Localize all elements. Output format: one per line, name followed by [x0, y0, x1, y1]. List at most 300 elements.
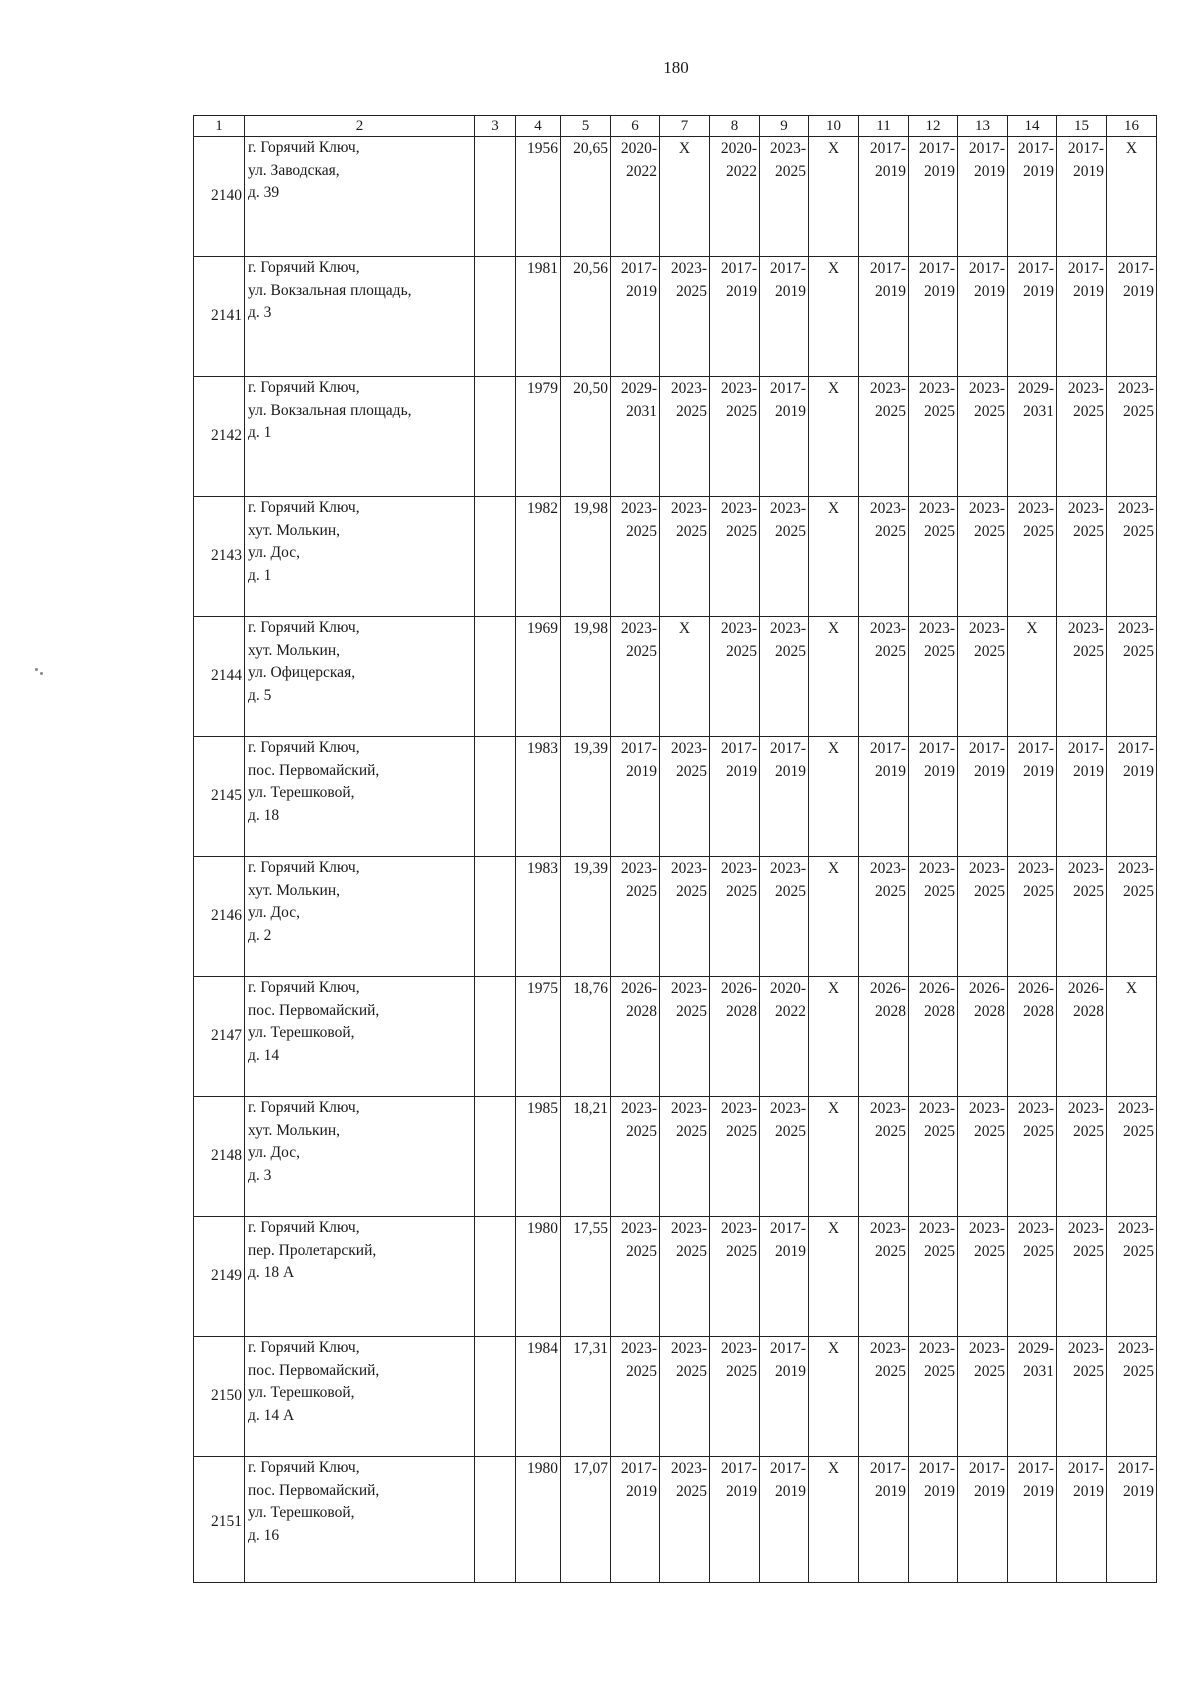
period-line: 2028 — [974, 1003, 1005, 1020]
year-cell: 1981 — [516, 257, 561, 377]
column-header: 16 — [1107, 116, 1157, 137]
address-line: д. 5 — [248, 686, 272, 704]
not-required-cell — [1107, 137, 1157, 257]
not-required-mark: X — [827, 380, 840, 397]
period-cell — [1008, 137, 1057, 257]
column-header: 8 — [710, 116, 760, 137]
period-line: 2025 — [676, 1243, 707, 1260]
address-line: г. Горячий Ключ, — [248, 139, 360, 156]
period-line: 2025 — [1073, 403, 1104, 420]
column-3-cell — [475, 857, 516, 977]
period-line: 2025 — [974, 523, 1005, 540]
column-header: 1 — [194, 116, 245, 137]
row-number: 2149 — [211, 1267, 242, 1284]
period-line: 2023- — [720, 1220, 757, 1237]
period-line: 2023- — [1017, 500, 1054, 517]
period-line: 2023- — [869, 1340, 906, 1357]
period-line: 2019 — [875, 163, 906, 180]
period-line: 2025 — [775, 883, 806, 900]
period-cell — [958, 737, 1008, 857]
period-cell — [1008, 977, 1057, 1097]
period-cell — [859, 497, 909, 617]
period-cell — [611, 857, 660, 977]
row-number: 2144 — [211, 667, 242, 684]
period-line: 2025 — [974, 643, 1005, 660]
period-cell — [660, 1097, 710, 1217]
period-line: 2019 — [1023, 763, 1054, 780]
period-line: 2025 — [626, 1243, 657, 1260]
period-line: 2023- — [670, 740, 707, 757]
period-cell — [760, 257, 809, 377]
not-required-mark: X — [827, 1220, 840, 1237]
period-cell — [1057, 1337, 1107, 1457]
not-required-mark: X — [827, 860, 840, 877]
address-line: г. Горячий Ключ, — [248, 499, 360, 516]
period-line: 2017- — [869, 140, 906, 157]
address-cell — [245, 737, 475, 857]
period-line: 2017- — [720, 740, 757, 757]
address-line: д. 3 — [248, 304, 272, 321]
period-line: 2025 — [626, 883, 657, 900]
row-number: 2142 — [211, 427, 242, 444]
area-cell: 20,50 — [561, 377, 611, 497]
row-number-cell — [194, 977, 245, 1097]
period-line: 2029- — [1017, 1340, 1054, 1357]
address-cell — [245, 977, 475, 1097]
column-header: 6 — [611, 116, 660, 137]
period-line: 2017- — [918, 740, 955, 757]
period-line: 2020- — [620, 140, 657, 157]
period-line: 2023- — [968, 1340, 1005, 1357]
period-line: 2023- — [620, 860, 657, 877]
not-required-cell — [809, 1337, 859, 1457]
period-cell — [1057, 1457, 1107, 1583]
not-required-cell — [1008, 617, 1057, 737]
row-number: 2145 — [211, 787, 242, 804]
period-line: 2023- — [769, 860, 806, 877]
period-line: 2025 — [924, 1363, 955, 1380]
period-line: 2023- — [1067, 1100, 1104, 1117]
period-cell — [1008, 1097, 1057, 1217]
period-line: 2023- — [720, 620, 757, 637]
address-line: д. 3 — [248, 1166, 272, 1184]
not-required-mark: X — [827, 140, 840, 157]
period-cell — [859, 617, 909, 737]
period-cell — [760, 377, 809, 497]
address-line: хут. Молькин, — [248, 641, 341, 659]
table-row — [194, 737, 1157, 857]
period-line: 2023- — [1117, 860, 1154, 877]
address-line: г. Горячий Ключ, — [248, 379, 360, 396]
not-required-mark: X — [827, 620, 840, 637]
period-cell — [909, 977, 958, 1097]
period-line: 2025 — [676, 403, 707, 420]
not-required-cell — [809, 1457, 859, 1583]
period-cell — [859, 1097, 909, 1217]
period-cell — [611, 257, 660, 377]
address-cell — [245, 617, 475, 737]
period-line: 2019 — [1123, 763, 1154, 780]
column-header: 4 — [516, 116, 561, 137]
period-line: 2025 — [974, 403, 1005, 420]
area-cell: 18,76 — [561, 977, 611, 1097]
year-cell: 1980 — [516, 1457, 561, 1583]
address-line: ул. Дос, — [248, 544, 301, 561]
period-line: 2017- — [968, 140, 1005, 157]
period-line: 2017- — [720, 260, 757, 277]
period-line: 2023- — [670, 380, 707, 397]
period-cell — [958, 1217, 1008, 1337]
period-line: 2019 — [626, 1483, 657, 1500]
period-line: 2028 — [924, 1003, 955, 1020]
row-number-cell — [194, 1097, 245, 1217]
address-line: д. 1 — [248, 566, 272, 584]
column-header: 11 — [859, 116, 909, 137]
not-required-cell — [660, 137, 710, 257]
period-cell — [760, 857, 809, 977]
table-row — [194, 617, 1157, 737]
period-line: 2025 — [1123, 1363, 1154, 1380]
period-line: 2028 — [875, 1003, 906, 1020]
not-required-mark: X — [678, 620, 691, 637]
period-cell — [760, 1457, 809, 1583]
period-cell — [1057, 137, 1107, 257]
period-line: 2019 — [775, 283, 806, 300]
row-number: 2140 — [211, 187, 242, 204]
period-line: 2023- — [720, 860, 757, 877]
period-line: 2017- — [620, 260, 657, 277]
period-line: 2025 — [974, 883, 1005, 900]
period-line: 2019 — [1023, 163, 1054, 180]
period-line: 2025 — [726, 523, 757, 540]
period-cell — [660, 857, 710, 977]
column-3-cell — [475, 1337, 516, 1457]
column-3-cell — [475, 977, 516, 1097]
period-line: 2019 — [1073, 1483, 1104, 1500]
address-line: д. 14 А — [248, 1406, 295, 1424]
period-line: 2025 — [775, 1123, 806, 1140]
period-cell — [611, 377, 660, 497]
period-cell — [710, 857, 760, 977]
period-line: 2023- — [968, 860, 1005, 877]
period-line: 2023- — [918, 620, 955, 637]
period-cell — [909, 1457, 958, 1583]
period-cell — [1107, 617, 1157, 737]
address-cell — [245, 1457, 475, 1583]
period-cell — [760, 137, 809, 257]
address-line: ул. Дос, — [248, 904, 301, 921]
period-line: 2025 — [726, 643, 757, 660]
row-number-cell — [194, 377, 245, 497]
period-cell — [909, 1337, 958, 1457]
address-line: ул. Заводская, — [248, 161, 340, 179]
period-cell — [909, 1217, 958, 1337]
period-cell — [611, 1217, 660, 1337]
table-row — [194, 1217, 1157, 1337]
column-header: 10 — [809, 116, 859, 137]
period-line: 2023- — [769, 1100, 806, 1117]
address-line: д. 1 — [248, 424, 272, 441]
period-line: 2025 — [626, 1123, 657, 1140]
period-cell — [760, 977, 809, 1097]
period-cell — [1008, 737, 1057, 857]
period-cell — [660, 497, 710, 617]
period-line: 2031 — [626, 403, 657, 420]
period-line: 2028 — [726, 1003, 757, 1020]
registry-table — [193, 115, 1157, 1583]
row-number: 2147 — [211, 1027, 242, 1044]
period-line: 2025 — [1073, 1243, 1104, 1260]
period-cell — [660, 977, 710, 1097]
address-line: д. 16 — [248, 1526, 280, 1544]
period-cell — [1057, 377, 1107, 497]
period-line: 2028 — [626, 1003, 657, 1020]
period-cell — [710, 1457, 760, 1583]
period-line: 2017- — [1017, 140, 1054, 157]
address-line: хут. Молькин, — [248, 881, 341, 899]
period-cell — [1107, 1217, 1157, 1337]
period-cell — [909, 1097, 958, 1217]
period-line: 2023- — [1067, 500, 1104, 517]
period-cell — [1057, 497, 1107, 617]
address-cell — [245, 497, 475, 617]
row-number: 2146 — [211, 907, 242, 924]
period-line: 2017- — [1067, 260, 1104, 277]
year-cell: 1956 — [516, 137, 561, 257]
period-cell — [660, 1337, 710, 1457]
period-line: 2025 — [1073, 643, 1104, 660]
period-line: 2025 — [974, 1243, 1005, 1260]
period-line: 2025 — [726, 1243, 757, 1260]
period-line: 2023- — [1017, 860, 1054, 877]
row-number-cell — [194, 1337, 245, 1457]
column-header: 14 — [1008, 116, 1057, 137]
period-cell — [1008, 257, 1057, 377]
period-cell — [1107, 737, 1157, 857]
period-line: 2019 — [974, 763, 1005, 780]
period-line: 2025 — [676, 283, 707, 300]
period-line: 2025 — [1073, 883, 1104, 900]
not-required-mark: X — [827, 740, 840, 757]
period-line: 2023- — [869, 860, 906, 877]
row-number: 2148 — [211, 1147, 242, 1164]
period-line: 2019 — [974, 163, 1005, 180]
year-cell: 1985 — [516, 1097, 561, 1217]
period-line: 2025 — [924, 523, 955, 540]
period-line: 2017- — [1067, 140, 1104, 157]
period-line: 2025 — [626, 643, 657, 660]
period-line: 2028 — [1073, 1003, 1104, 1020]
address-line: ул. Терешковой, — [248, 1504, 355, 1521]
area-cell: 18,21 — [561, 1097, 611, 1217]
scan-speck — [40, 672, 43, 675]
address-line: ул. Вокзальная площадь, — [248, 401, 412, 419]
period-line: 2017- — [769, 740, 806, 757]
period-line: 2023- — [620, 1100, 657, 1117]
period-line: 2025 — [875, 403, 906, 420]
period-line: 2017- — [918, 1460, 955, 1477]
period-line: 2019 — [775, 1243, 806, 1260]
area-cell: 19,39 — [561, 737, 611, 857]
period-line: 2019 — [924, 763, 955, 780]
column-3-cell — [475, 1457, 516, 1583]
area-cell: 17,07 — [561, 1457, 611, 1583]
period-line: 2025 — [924, 1243, 955, 1260]
year-cell: 1975 — [516, 977, 561, 1097]
period-line: 2025 — [676, 523, 707, 540]
period-line: 2023- — [968, 500, 1005, 517]
address-line: д. 39 — [248, 184, 280, 201]
period-line: 2023- — [1117, 1340, 1154, 1357]
address-line: ул. Терешковой, — [248, 784, 355, 801]
period-line: 2025 — [1123, 883, 1154, 900]
period-line: 2023- — [1117, 1220, 1154, 1237]
period-line: 2022 — [775, 1003, 806, 1020]
period-cell — [1008, 1337, 1057, 1457]
table-row — [194, 1457, 1157, 1583]
year-cell: 1982 — [516, 497, 561, 617]
period-line: 2023- — [670, 860, 707, 877]
period-cell — [1107, 1097, 1157, 1217]
period-line: 2023- — [620, 620, 657, 637]
period-line: 2019 — [726, 283, 757, 300]
period-line: 2025 — [1073, 1363, 1104, 1380]
period-line: 2025 — [1023, 1243, 1054, 1260]
period-cell — [760, 617, 809, 737]
not-required-cell — [809, 977, 859, 1097]
period-line: 2023- — [918, 1220, 955, 1237]
not-required-mark: X — [827, 260, 840, 277]
period-line: 2025 — [676, 763, 707, 780]
address-line: г. Горячий Ключ, — [248, 1339, 360, 1356]
period-line: 2019 — [626, 283, 657, 300]
period-line: 2025 — [1123, 1123, 1154, 1140]
period-line: 2023- — [869, 620, 906, 637]
period-cell — [958, 377, 1008, 497]
period-line: 2026- — [1017, 980, 1054, 997]
period-cell — [710, 1217, 760, 1337]
period-line: 2019 — [1023, 1483, 1054, 1500]
period-cell — [859, 1217, 909, 1337]
period-cell — [1107, 1337, 1157, 1457]
period-line: 2019 — [875, 1483, 906, 1500]
period-cell — [760, 1217, 809, 1337]
period-cell — [611, 1337, 660, 1457]
period-line: 2017- — [620, 1460, 657, 1477]
not-required-cell — [809, 1097, 859, 1217]
period-cell — [760, 497, 809, 617]
period-line: 2019 — [924, 283, 955, 300]
period-cell — [958, 1097, 1008, 1217]
row-number: 2141 — [211, 307, 242, 324]
period-cell — [710, 1097, 760, 1217]
period-line: 2017- — [1067, 740, 1104, 757]
address-line: пос. Первомайский, — [248, 1361, 380, 1379]
not-required-mark: X — [827, 1340, 840, 1357]
address-line: хут. Молькин, — [248, 1121, 341, 1139]
period-cell — [1107, 377, 1157, 497]
period-line: 2017- — [769, 1460, 806, 1477]
period-cell — [859, 737, 909, 857]
period-line: 2023- — [620, 1220, 657, 1237]
column-3-cell — [475, 497, 516, 617]
address-line: г. Горячий Ключ, — [248, 619, 360, 636]
period-line: 2023- — [918, 500, 955, 517]
period-line: 2019 — [626, 763, 657, 780]
period-cell — [859, 1457, 909, 1583]
period-cell — [1107, 1457, 1157, 1583]
column-3-cell — [475, 377, 516, 497]
period-line: 2025 — [775, 523, 806, 540]
period-line: 2019 — [924, 163, 955, 180]
period-line: 2017- — [968, 740, 1005, 757]
period-cell — [859, 1337, 909, 1457]
table-row — [194, 497, 1157, 617]
period-cell — [1057, 857, 1107, 977]
address-line: г. Горячий Ключ, — [248, 739, 360, 756]
period-line: 2022 — [726, 163, 757, 180]
address-line: д. 18 — [248, 806, 280, 824]
period-line: 2025 — [875, 1123, 906, 1140]
period-line: 2017- — [1017, 740, 1054, 757]
not-required-cell — [809, 1217, 859, 1337]
scan-speck — [35, 668, 38, 671]
column-header: 3 — [475, 116, 516, 137]
period-line: 2023- — [1117, 1100, 1154, 1117]
address-cell — [245, 377, 475, 497]
period-cell — [1057, 977, 1107, 1097]
not-required-mark: X — [827, 1460, 840, 1477]
not-required-cell — [809, 737, 859, 857]
period-line: 2017- — [869, 260, 906, 277]
period-cell — [1057, 1097, 1107, 1217]
not-required-cell — [809, 857, 859, 977]
period-line: 2023- — [670, 260, 707, 277]
period-line: 2019 — [726, 763, 757, 780]
period-cell — [710, 1337, 760, 1457]
period-line: 2026- — [918, 980, 955, 997]
period-cell — [958, 857, 1008, 977]
period-line: 2025 — [1073, 1123, 1104, 1140]
not-required-mark: X — [827, 500, 840, 517]
address-line: д. 14 — [248, 1046, 280, 1064]
row-number: 2150 — [211, 1387, 242, 1404]
not-required-cell — [809, 377, 859, 497]
period-line: 2019 — [775, 403, 806, 420]
period-line: 2017- — [620, 740, 657, 757]
period-line: 2026- — [720, 980, 757, 997]
period-cell — [909, 137, 958, 257]
period-cell — [710, 617, 760, 737]
period-line: 2023- — [720, 1100, 757, 1117]
row-number-cell — [194, 857, 245, 977]
period-cell — [1057, 617, 1107, 737]
address-line: д. 18 А — [248, 1264, 295, 1281]
period-cell — [710, 137, 760, 257]
period-line: 2025 — [1023, 523, 1054, 540]
period-line: 2023- — [769, 620, 806, 637]
address-line: г. Горячий Ключ, — [248, 979, 360, 996]
period-line: 2025 — [1123, 523, 1154, 540]
period-line: 2023- — [670, 1340, 707, 1357]
not-required-cell — [809, 137, 859, 257]
period-line: 2019 — [726, 1483, 757, 1500]
address-cell — [245, 1097, 475, 1217]
period-line: 2023- — [769, 140, 806, 157]
period-line: 2025 — [626, 523, 657, 540]
column-3-cell — [475, 737, 516, 857]
period-line: 2025 — [1023, 1123, 1054, 1140]
